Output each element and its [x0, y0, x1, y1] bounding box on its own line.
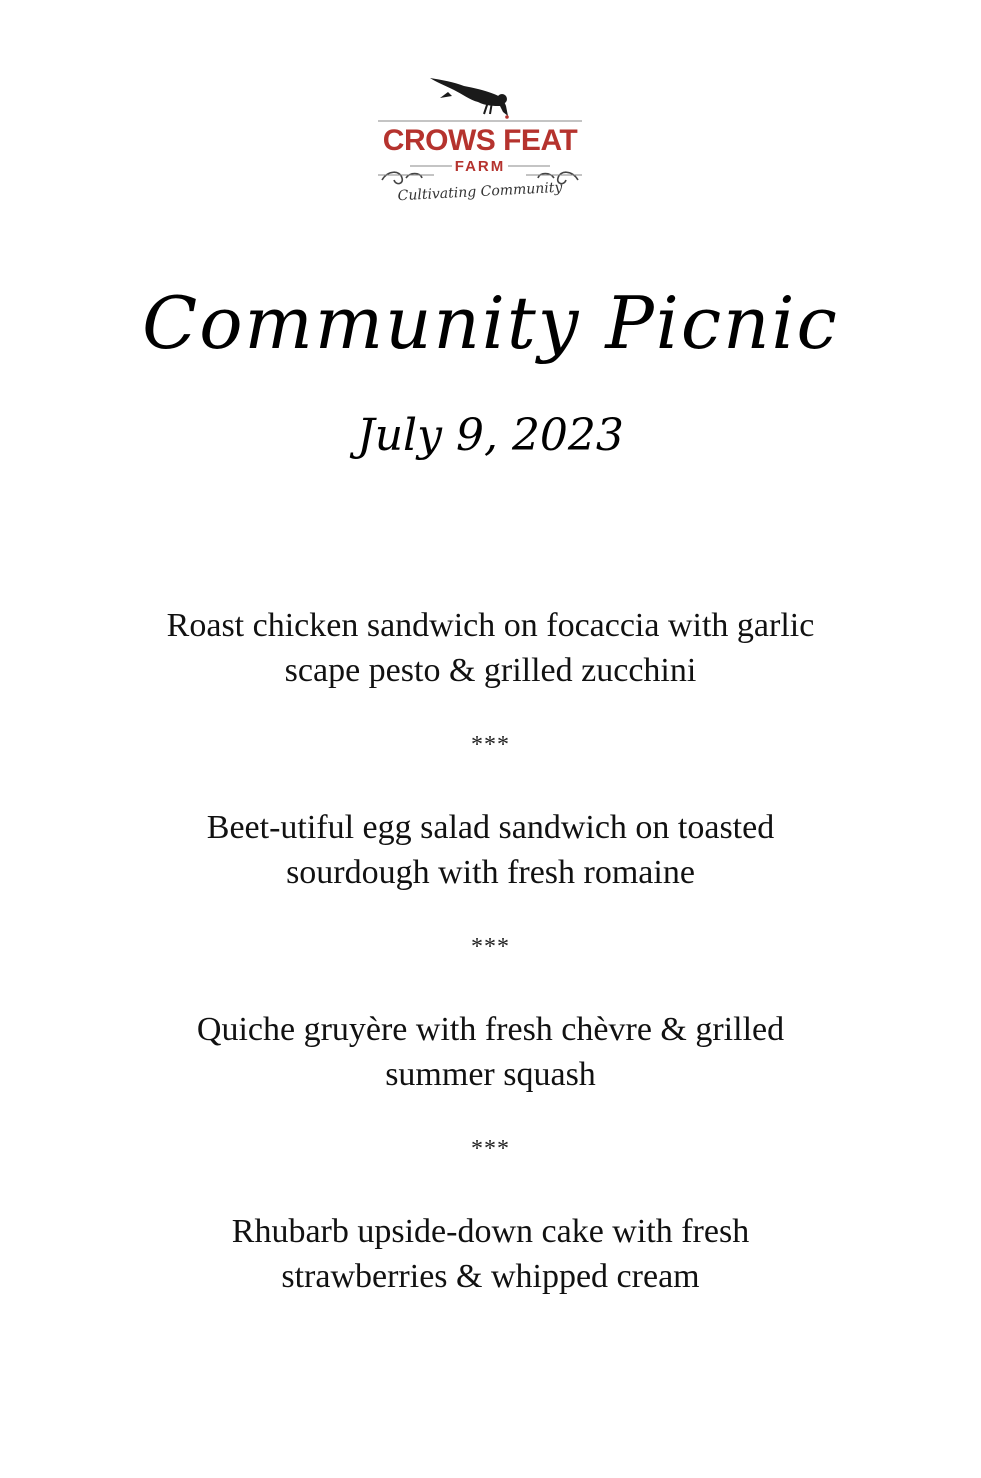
logo-sub: FARM [454, 158, 506, 175]
menu-item-line: Beet-utiful egg salad sandwich on toasted [206, 809, 775, 846]
menu-item-line: Roast chicken sandwich on focaccia with garlic [166, 607, 815, 644]
menu-item [120, 805, 861, 895]
menu-item-line: Rhubarb upside-down cake with fresh [231, 1213, 750, 1250]
separator: *** [471, 934, 510, 960]
menu-item-line: Quiche gruyère with fresh chèvre & grilled [196, 1011, 785, 1048]
menu-item-line: strawberries & whipped cream [281, 1258, 700, 1295]
menu-list [120, 603, 861, 1299]
menu-item-line: scape pesto & grilled zucchini [284, 652, 697, 689]
separator: *** [471, 1136, 510, 1162]
logo-name: CROWS FEAT [382, 124, 578, 157]
logo-tagline: Cultivating Community [397, 179, 563, 205]
menu-item-line: sourdough with fresh romaine [286, 854, 695, 891]
menu-item-line: summer squash [385, 1056, 596, 1093]
menu-item [120, 603, 861, 693]
event-date: July 9, 2023 [357, 410, 624, 461]
separator: *** [471, 732, 510, 758]
page-title: Community Picnic [142, 281, 839, 365]
menu-item [120, 1007, 861, 1097]
crows-feat-farm-logo [370, 72, 590, 222]
menu-item [120, 1209, 861, 1299]
